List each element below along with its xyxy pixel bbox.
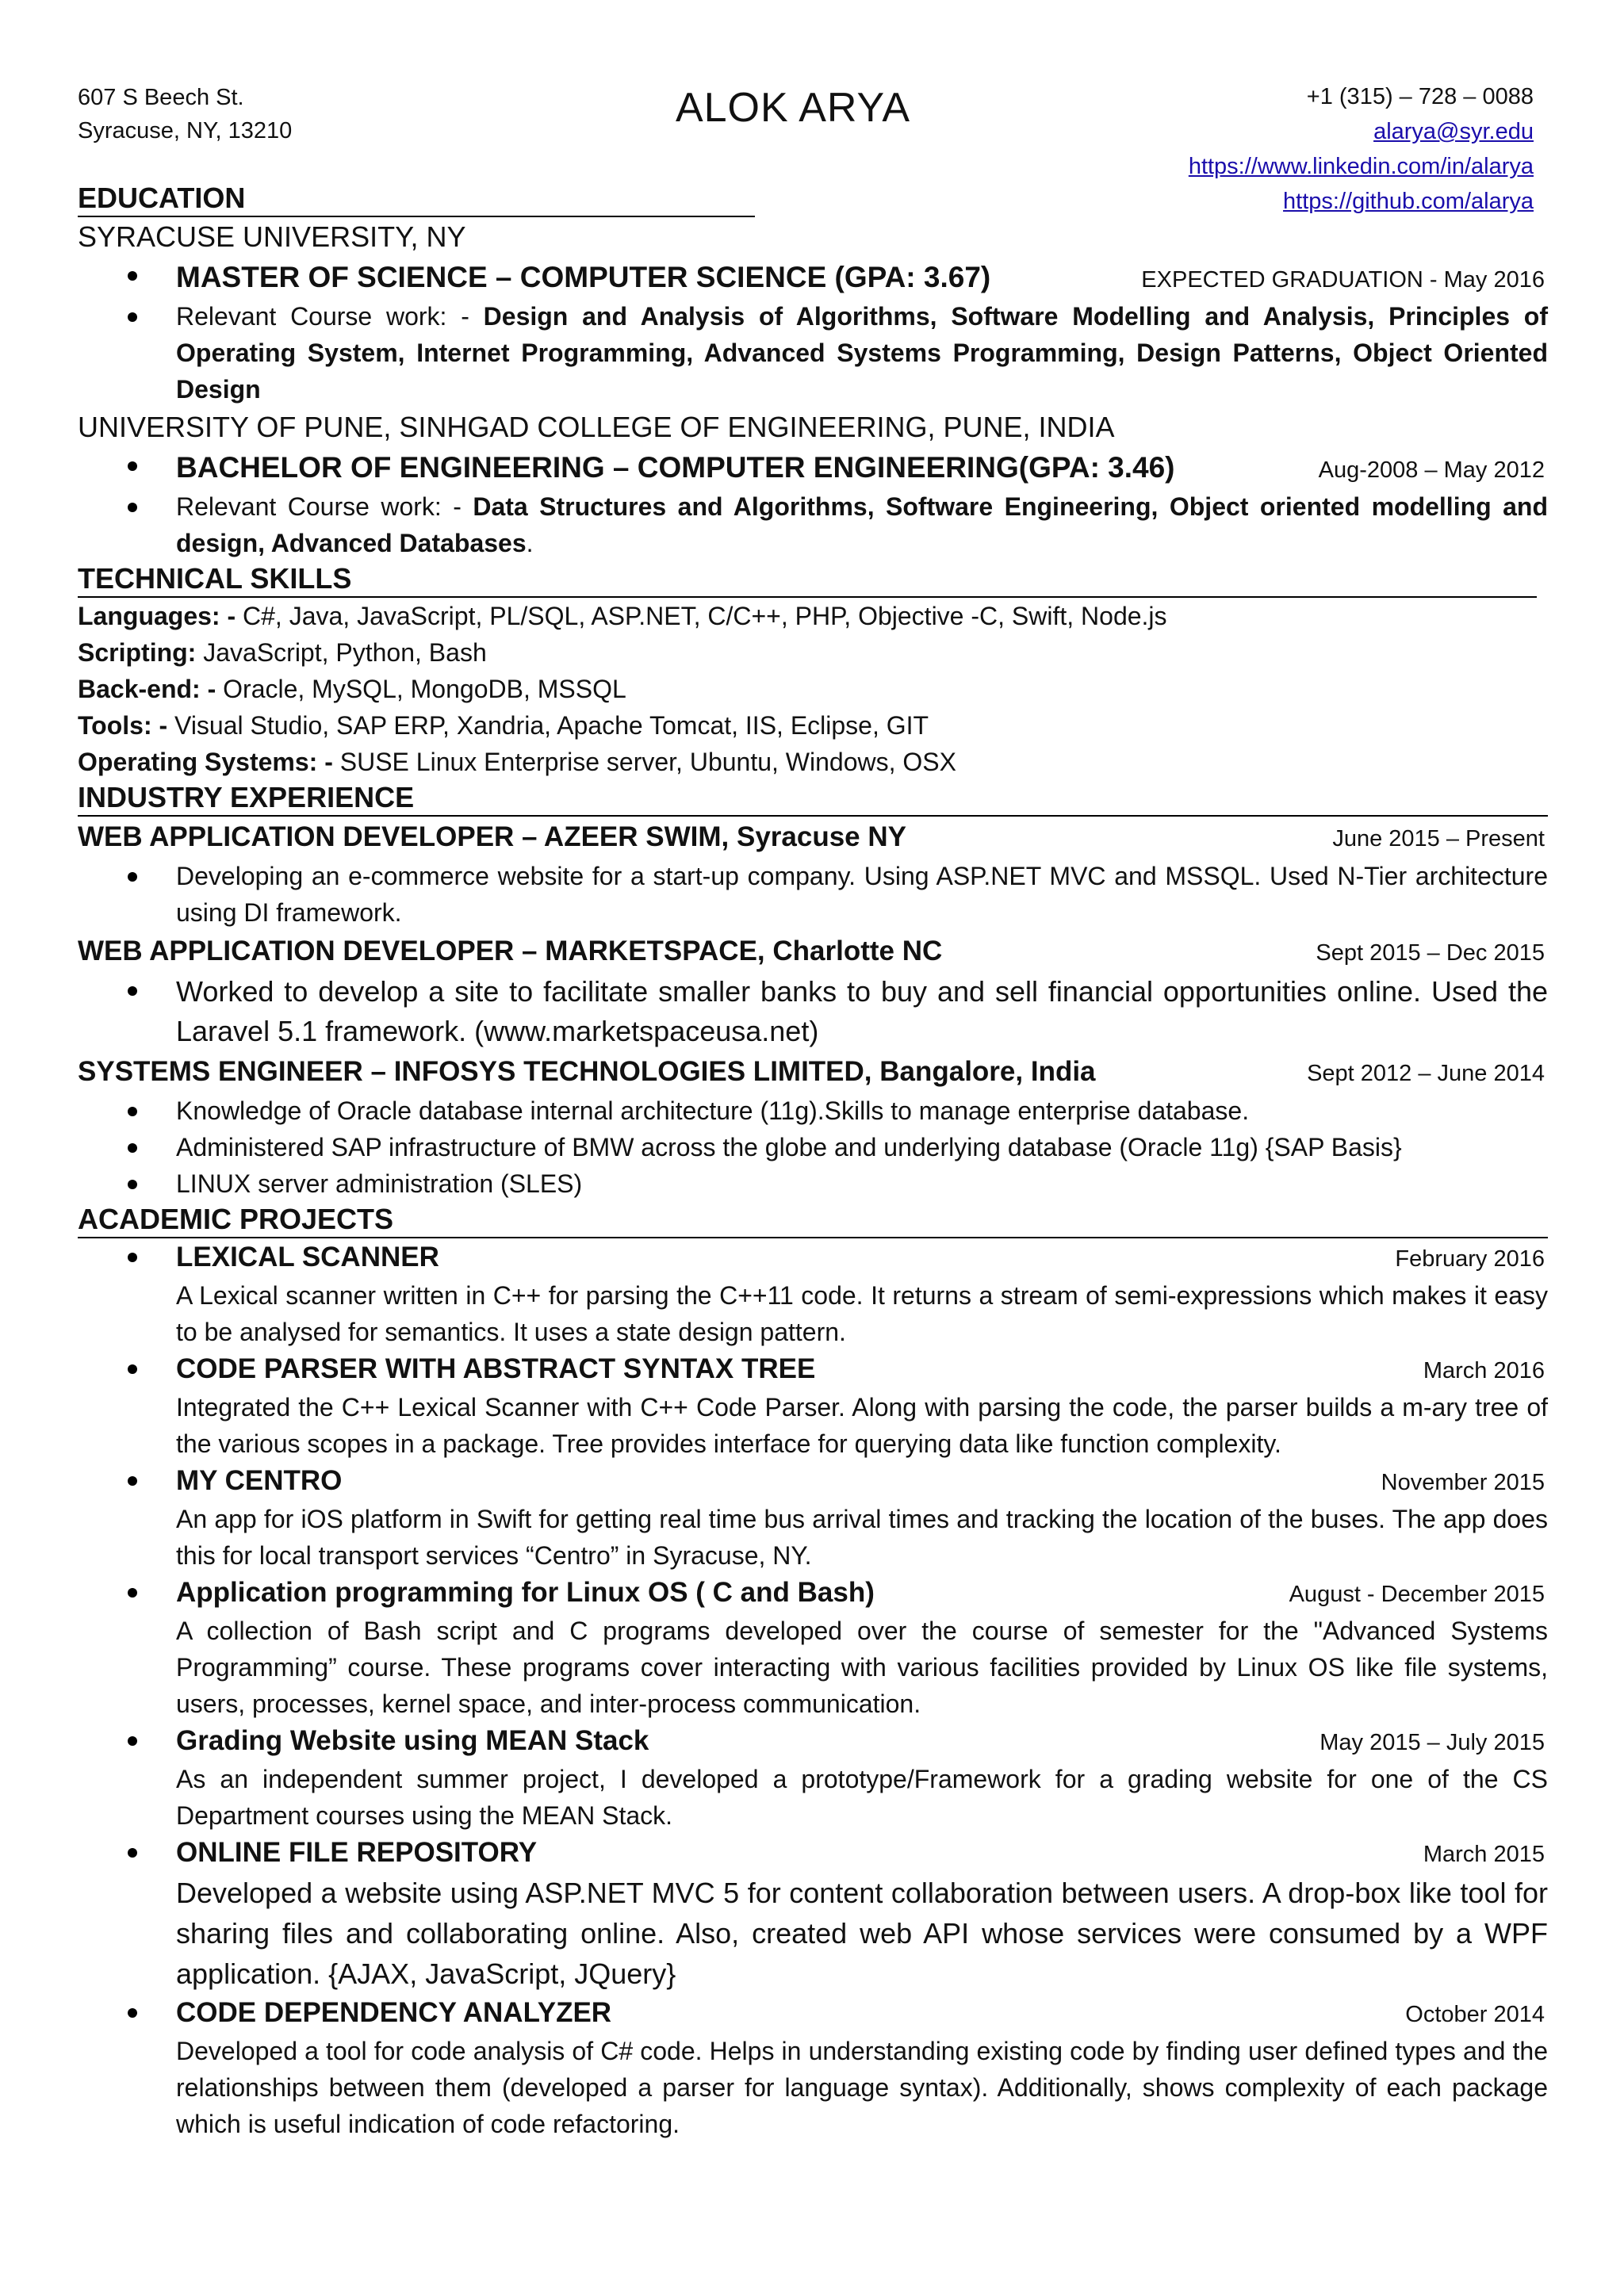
linkedin-link[interactable]: https://www.linkedin.com/in/alarya [1188,154,1534,179]
job-bullet: LINUX server administration (SLES) [78,1165,1548,1202]
project-description: Integrated the C++ Lexical Scanner with C++ Code Parser. Along with parsing the code, the parser builds a m-ary tree of the various scopes in a package. Tree provides interface for querying data like function complexity. [176,1393,1548,1458]
job-bullet: Developing an e-commerce website for a start-up company. Using ASP.NET MVC and MSSQL. Used N-Tier architecture using DI framework. [78,858,1548,931]
skill-value: Visual Studio, SAP ERP, Xandria, Apache Tomcat, IIS, Eclipse, GIT [167,711,929,740]
project-description: Developed a tool for code analysis of C# code. Helps in understanding existing code by finding user defined types and the relationships between them (developed a parser for language syntax). Additionally, shows complexity of each package which is useful indication of code refactoring. [176,2037,1548,2138]
project-date: November 2015 [1381,1470,1545,1495]
address-line-1: 607 S Beech St. [78,85,244,110]
coursework-label: Relevant Course work: - [176,492,473,521]
project-description: An app for iOS platform in Swift for getting real time bus arrival times and tracking the location of the buses. The app does this for local transport services “Centro” in Syracuse, NY. [176,1505,1548,1570]
email-link[interactable]: alarya@syr.edu [1373,119,1534,144]
skill-row [78,671,1548,707]
experience-heading: INDUSTRY EXPERIENCE [78,780,1548,817]
skills-heading: TECHNICAL SKILLS [78,561,1537,598]
skill-row [78,707,1548,744]
project-item [78,1462,1548,1574]
skills-list [78,598,1548,780]
projects-heading: ACADEMIC PROJECTS [78,1202,1548,1238]
degree-item [78,447,1548,488]
project-title: ONLINE FILE REPOSITORY [176,1837,538,1868]
project-description: Developed a website using ASP.NET MVC 5 for content collaboration between users. A drop-box like tool for sharing files and collaborating online. Also, created web API whose services were consumed by a WPF application. {AJAX, JavaScript, JQuery} [176,1877,1548,1990]
project-item [78,1350,1548,1462]
address-line-2: Syracuse, NY, 13210 [78,118,293,144]
job-bullet: Knowledge of Oracle database internal architecture (11g).Skills to manage enterprise database. [78,1093,1548,1129]
skill-value: JavaScript, Python, Bash [196,638,487,667]
coursework-list: Design and Analysis of Algorithms, Software Modelling and Analysis, Principles of Operating System, Internet Programming, Advanced Systems Programming, Design Patterns, Object Oriented Design [176,302,1549,404]
project-date: October 2014 [1405,2002,1545,2027]
degree-date: Aug-2008 – May 2012 [1318,457,1545,483]
project-item [78,1574,1548,1722]
degree-title: MASTER OF SCIENCE – COMPUTER SCIENCE (GPA: 3.67) [176,261,991,293]
project-date: March 2015 [1423,1842,1545,1867]
skill-row [78,744,1548,780]
project-title: Application programming for Linux OS ( C and Bash) [176,1577,875,1608]
project-title: LEXICAL SCANNER [176,1242,439,1272]
project-date: March 2016 [1423,1358,1545,1383]
project-description: As an independent summer project, I developed a prototype/Framework for a grading website for one of the CS Department courses using the MEAN Stack. [176,1765,1548,1830]
skill-row [78,598,1548,634]
candidate-name: ALOK ARYA [675,85,911,131]
education-heading: EDUCATION [78,181,755,217]
project-item [78,1238,1548,1350]
project-title: CODE DEPENDENCY ANALYZER [176,1997,612,2028]
job-date: Sept 2012 – June 2014 [1307,1061,1545,1086]
job-title: WEB APPLICATION DEVELOPER – AZEER SWIM, Syracuse NY [78,821,906,852]
job-bullets [78,858,1548,931]
project-date: May 2015 – July 2015 [1320,1730,1545,1755]
skill-label: Languages: - [78,602,236,630]
skill-value: Oracle, MySQL, MongoDB, MSSQL [216,675,626,703]
project-description: A collection of Bash script and C programs developed over the course of semester for the "Advanced Systems Programming” course. These programs cover interacting with various facilities provided by Linux OS like file systems, users, processes, kernel space, and inter-process communication. [176,1617,1548,1718]
school-name: UNIVERSITY OF PUNE, SINHGAD COLLEGE OF ENGINEERING, PUNE, INDIA [78,411,1115,443]
skill-label: Tools: - [78,711,168,740]
job-bullet: Worked to develop a site to facilitate smaller banks to buy and sell financial opportunities online. Used the Laravel 5.1 framework. (www.marketspaceusa.net) [78,972,1548,1051]
job-title: WEB APPLICATION DEVELOPER – MARKETSPACE, Charlotte NC [78,936,943,966]
job-date: Sept 2015 – Dec 2015 [1316,940,1545,966]
project-description: A Lexical scanner written in C++ for parsing the C++11 code. It returns a stream of semi-expressions which makes it easy to be analysed for semantics. It uses a state design pattern. [176,1281,1548,1346]
school-details [78,257,1548,408]
coursework-list: Data Structures and Algorithms, Software Engineering, Object oriented modelling and design, Advanced Databases [176,492,1549,557]
project-item [78,1994,1548,2142]
job-bullet: Administered SAP infrastructure of BMW across the globe and underlying database (Oracle 11g) {SAP Basis} [78,1129,1548,1165]
degree-item [78,257,1548,298]
job-header [78,1051,1548,1093]
school-details [78,447,1548,561]
skill-value: C#, Java, JavaScript, PL/SQL, ASP.NET, C/C++, PHP, Objective -C, Swift, Node.js [236,602,1167,630]
project-date: February 2016 [1395,1246,1545,1272]
coursework-label: Relevant Course work: - [176,302,484,331]
job-bullets [78,1093,1548,1202]
phone-number: +1 (315) – 728 – 0088 [1306,84,1534,109]
school-name: SYRACUSE UNIVERSITY, NY [78,220,466,253]
skill-row [78,634,1548,671]
project-title: CODE PARSER WITH ABSTRACT SYNTAX TREE [176,1353,816,1384]
project-item [78,1834,1548,1994]
coursework-suffix: . [526,529,534,557]
project-item [78,1722,1548,1834]
job-header [78,931,1548,972]
project-title: MY CENTRO [176,1465,343,1496]
coursework-item [78,298,1548,408]
job-bullets [78,972,1548,1051]
job-date: June 2015 – Present [1332,826,1545,851]
skill-label: Back-end: - [78,675,216,703]
resume-body [78,181,1548,2142]
coursework-item [78,488,1548,561]
skill-label: Operating Systems: - [78,748,333,776]
job-header [78,817,1548,858]
project-list [78,1238,1548,2142]
degree-title: BACHELOR OF ENGINEERING – COMPUTER ENGINEERING(GPA: 3.46) [176,451,1175,484]
github-link[interactable]: https://github.com/alarya [1283,189,1534,214]
project-date: August - December 2015 [1289,1582,1545,1607]
skill-label: Scripting: [78,638,197,667]
skill-value: SUSE Linux Enterprise server, Ubuntu, Windows, OSX [332,748,956,776]
degree-date: EXPECTED GRADUATION - May 2016 [1141,267,1545,293]
project-title: Grading Website using MEAN Stack [176,1725,649,1756]
job-title: SYSTEMS ENGINEER – INFOSYS TECHNOLOGIES LIMITED, Bangalore, India [78,1056,1096,1087]
